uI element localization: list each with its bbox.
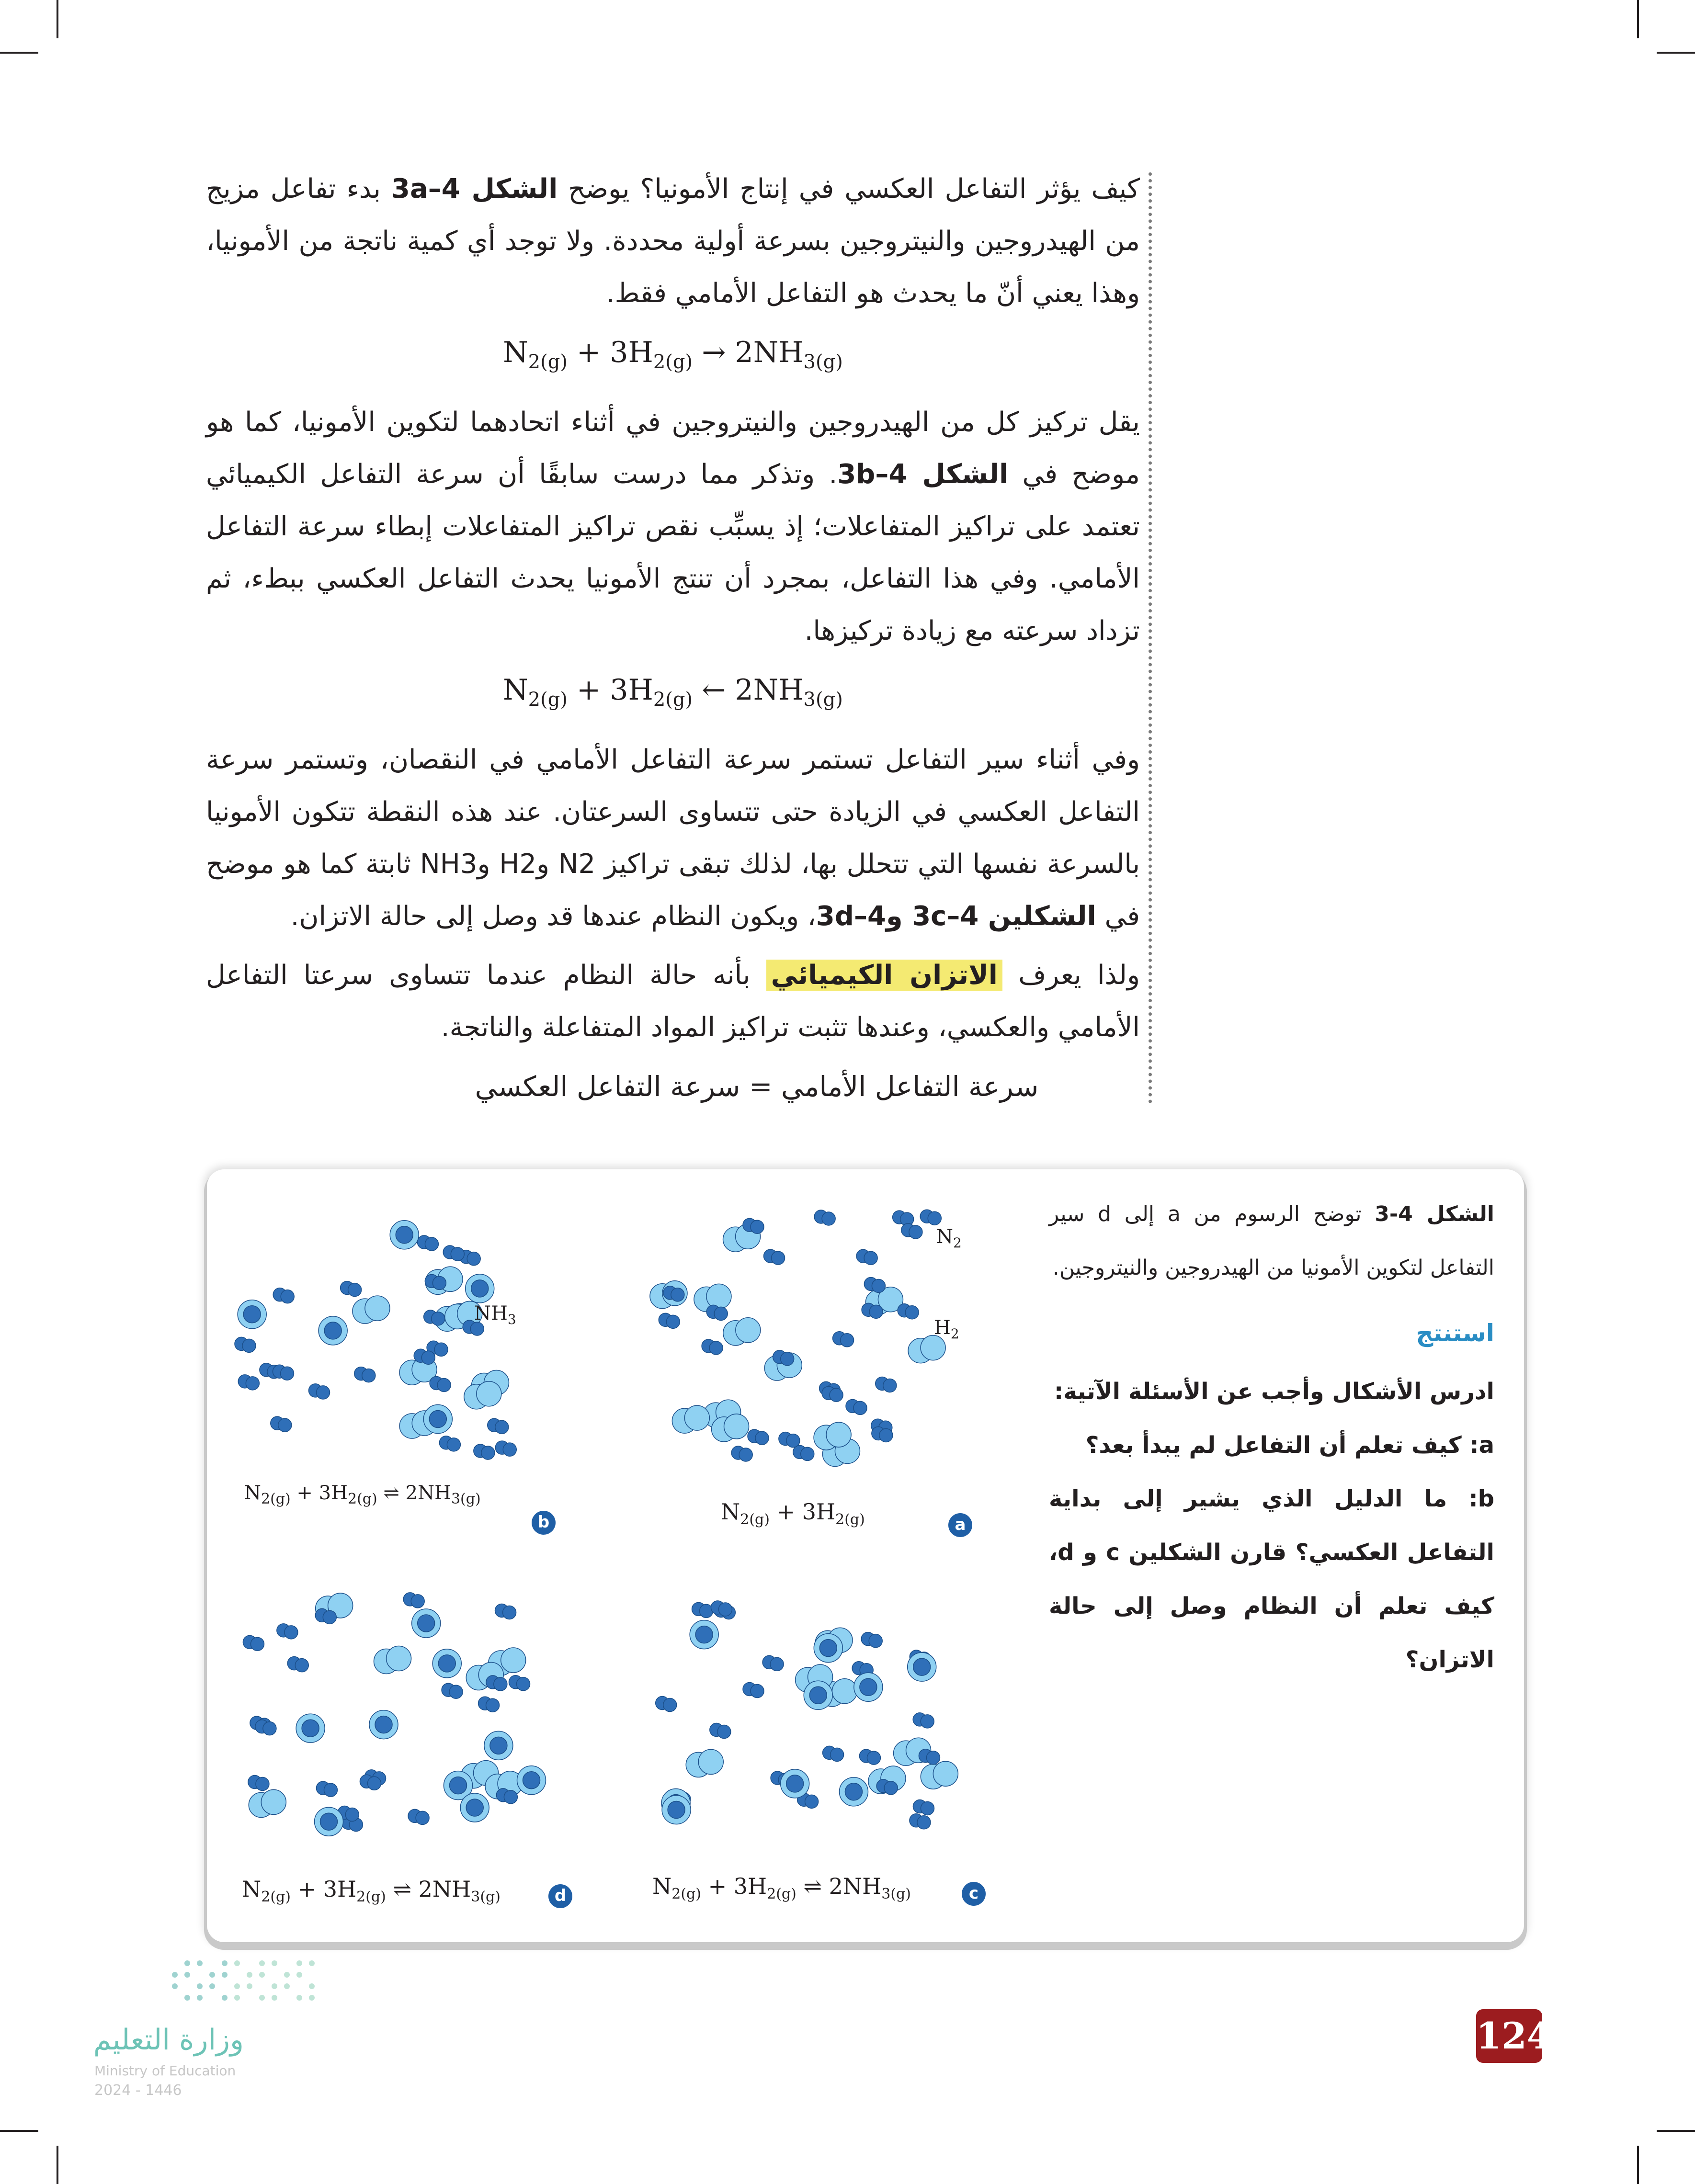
nitrogen-molecule <box>883 1379 897 1392</box>
nh3-label: $NH_3$ <box>474 1302 516 1327</box>
key-term-highlight: الاتزان الكيميائي <box>766 960 1002 991</box>
nitrogen-molecule <box>801 1447 814 1460</box>
nitrogen-molecule <box>830 1388 843 1402</box>
nitrogen-molecule <box>830 1748 844 1761</box>
paragraph-4: ولذا يعرف الاتزان الكيميائي بأنه حالة النظام عندما تتساوى سرعتا التفاعل الأمامي والعكسي، وعندها تثبت تراكيز المواد المتفاعلة والناتجة. <box>206 960 1140 1043</box>
panel-a-equation: $N_{2(g)} + 3H_{2(g)}$ <box>721 1499 865 1528</box>
crop-mark <box>0 52 38 54</box>
logo-dot <box>247 1972 252 1978</box>
logo-dot <box>234 1983 240 1989</box>
nitrogen-molecule <box>770 1657 784 1671</box>
question-a: a: كيف تعلم أن التفاعل لم يبدأ بعد؟ <box>1085 1432 1494 1459</box>
nitrogen-molecule <box>921 1801 934 1815</box>
nitrogen-molecule <box>280 1367 294 1380</box>
molecule-diagram-c <box>647 1571 967 1848</box>
nitrogen-molecule <box>718 1603 732 1616</box>
nitrogen-molecule <box>467 1252 480 1266</box>
nitrogen-molecule <box>853 1401 867 1415</box>
nitrogen-molecule <box>242 1339 256 1352</box>
logo-dot <box>197 1960 203 1966</box>
question-b: b: ما الدليل الذي يشير إلى بداية التفاعل العكسي؟ قارن الشكلين c و d، كيف تعلم أن النظام وصل إلى حالة الاتزان؟ <box>1049 1485 1494 1673</box>
nitrogen-molecule <box>432 1312 445 1325</box>
logo-dot <box>284 1983 290 1989</box>
instruction: ادرس الأشكال وأجب عن الأسئلة الآتية: <box>1054 1378 1494 1405</box>
nitrogen-molecule <box>709 1341 723 1355</box>
logo-dot <box>184 1995 190 2001</box>
panel-b <box>225 1207 522 1475</box>
logo-dot <box>296 1972 302 1978</box>
nitrogen-molecule <box>246 1377 259 1390</box>
nitrogen-molecule <box>751 1685 764 1698</box>
nitrogen-molecule <box>503 1606 516 1619</box>
body-text <box>206 163 1140 1113</box>
nitrogen-molecule <box>755 1431 769 1445</box>
logo-dot <box>222 1960 228 1966</box>
nitrogen-molecule <box>324 1783 337 1797</box>
ministry-name-en: Ministry of Education <box>94 2063 236 2079</box>
ammonia-molecule <box>845 1783 862 1800</box>
crop-mark <box>57 0 58 38</box>
panel-c <box>647 1571 967 1848</box>
nitrogen-molecule <box>822 1212 835 1225</box>
logo-dot <box>247 1983 252 1989</box>
nitrogen-molecule <box>367 1777 381 1790</box>
nitrogen-molecule <box>751 1220 764 1233</box>
nitrogen-molecule <box>317 1386 330 1399</box>
hydrogen-molecule <box>736 1318 761 1343</box>
equilibrium-rate-equation: سرعة التفاعل الأمامي = سرعة التفاعل العكسي <box>475 1070 1039 1103</box>
ammonia-molecule <box>471 1280 489 1297</box>
logo-dot <box>284 1972 290 1978</box>
nitrogen-molecule <box>486 1698 500 1712</box>
hydrogen-molecule <box>477 1381 501 1406</box>
logo-dot <box>309 1960 315 1966</box>
nitrogen-molecule <box>786 1434 800 1448</box>
panel-b-badge: b <box>532 1511 556 1535</box>
logo-dot <box>309 1983 315 1989</box>
ammonia-molecule <box>668 1801 685 1819</box>
logo-dot <box>296 1995 302 2001</box>
hydrogen-molecule <box>684 1405 709 1430</box>
ammonia-molecule <box>438 1655 455 1672</box>
molecule-diagram-d <box>225 1571 551 1848</box>
hydrogen-molecule <box>387 1646 411 1671</box>
nitrogen-molecule <box>503 1443 516 1456</box>
nitrogen-molecule <box>772 1251 785 1265</box>
nitrogen-molecule <box>917 1816 931 1829</box>
figure-ref: الشكل 4–3b <box>837 459 1009 490</box>
paragraph-3: وفي أثناء سير التفاعل تستمر سرعة التفاعل الأمامي في النقصان، وتستمر سرعة التفاعل العكسي في الزيادة حتى تتساوى السرعتان. عند هذه النقطة تتكون الأمونيا بالسرعة نفسها التي تتحلل بها، لذلك تبقى تراكيز N2 وH2 وNH3 ثابتة كما هو موضح في الشكلين 4–3c و4–3d، ويكون النظام عندها قد وصل إلى حالة الاتزان. <box>206 744 1140 932</box>
logo-dot <box>172 1972 178 1978</box>
molecule-diagram-b <box>225 1207 522 1475</box>
nitrogen-molecule <box>928 1211 941 1225</box>
nitrogen-molecule <box>717 1725 731 1739</box>
logo-dot <box>209 1983 215 1989</box>
logo-dot <box>234 1960 240 1966</box>
logo-dot <box>259 1960 265 1966</box>
nitrogen-molecule <box>739 1448 752 1461</box>
nitrogen-molecule <box>345 1808 359 1822</box>
logo-dot <box>272 1983 277 1989</box>
crop-mark <box>1637 0 1639 38</box>
nitrogen-molecule <box>281 1290 294 1303</box>
ammonia-molecule <box>418 1615 435 1632</box>
crop-mark <box>1657 52 1695 54</box>
ministry-dots-icon <box>93 1954 342 2021</box>
ammonia-molecule <box>396 1226 413 1244</box>
logo-dot <box>172 1983 178 1989</box>
logo-dot <box>222 1972 228 1978</box>
nitrogen-molecule <box>516 1677 530 1691</box>
equation-reverse: $N_{2(g)} + 3H_{2(g)}$ ← $2NH_{3(g)}$ <box>503 673 843 711</box>
nitrogen-molecule <box>421 1351 435 1364</box>
nitrogen-molecule <box>437 1378 451 1392</box>
crop-mark <box>0 2130 38 2132</box>
nitrogen-molecule <box>666 1315 680 1328</box>
logo-dot <box>272 1960 277 1966</box>
hydrogen-molecule <box>501 1648 526 1673</box>
nitrogen-molecule <box>451 1247 464 1261</box>
nitrogen-molecule <box>926 1751 940 1765</box>
nitrogen-molecule <box>323 1610 336 1624</box>
panel-d-equation: $N_{2(g)} + 3H_{2(g)}$ ⇌ $2NH_{3(g)}$ <box>242 1876 501 1906</box>
nitrogen-molecule <box>909 1225 922 1239</box>
nitrogen-molecule <box>869 1634 882 1648</box>
logo-dot <box>259 1995 265 2001</box>
ammonia-molecule <box>809 1686 827 1704</box>
hydrogen-molecule <box>365 1296 390 1321</box>
nitrogen-molecule <box>905 1306 919 1319</box>
nitrogen-molecule <box>504 1790 517 1804</box>
logo-dot <box>197 1995 203 2001</box>
nitrogen-molecule <box>671 1288 684 1301</box>
nitrogen-molecule <box>416 1811 429 1824</box>
crop-mark <box>57 2146 58 2184</box>
nitrogen-molecule <box>494 1677 507 1691</box>
ministry-name-ar: وزارة التعليم <box>93 2023 244 2057</box>
panel-d-badge: d <box>548 1884 572 1908</box>
hydrogen-molecule <box>724 1414 749 1439</box>
molecule-diagram-a <box>632 1192 967 1499</box>
crop-mark <box>1657 2130 1695 2132</box>
n2-label: $N_2$ <box>936 1226 962 1251</box>
nitrogen-molecule <box>348 1283 362 1297</box>
nitrogen-molecule <box>872 1279 885 1292</box>
ammonia-molecule <box>302 1720 319 1737</box>
nitrogen-molecule <box>805 1795 819 1808</box>
panel-c-badge: c <box>962 1882 986 1906</box>
nitrogen-molecule <box>263 1722 276 1735</box>
paragraph-1: كيف يؤثر التفاعل العكسي في إنتاج الأمونيا؟ يوضح الشكل 4–3a بدء تفاعل مزيج من الهيدروجين والنيتروجين بسرعة أولية محددة. ولا توجد أي كمية ناتجة من الأمونيا، وهذا يعني أنّ ما يحدث هو التفاعل الأمامي فقط. <box>206 173 1140 309</box>
logo-dot <box>197 1983 203 1989</box>
ammonia-molecule <box>523 1772 540 1789</box>
ammonia-molecule <box>490 1737 507 1754</box>
crop-mark <box>1637 2146 1639 2184</box>
caption-text: توضح الرسوم من a إلى d سير التفاعل لتكوين الأمونيا من الهيدروجين والنيتروجين. <box>1049 1202 1494 1280</box>
nitrogen-molecule <box>714 1307 728 1320</box>
ammonia-molecule <box>819 1640 837 1657</box>
figure-caption <box>1049 1188 1494 1686</box>
nitrogen-molecule <box>256 1777 269 1791</box>
hydrogen-molecule <box>933 1761 958 1786</box>
nitrogen-molecule <box>663 1698 677 1712</box>
ammonia-molecule <box>320 1813 337 1830</box>
hydrogen-molecule <box>698 1749 723 1774</box>
ammonia-molecule <box>466 1799 483 1816</box>
logo-dot <box>222 1995 228 2001</box>
nitrogen-molecule <box>495 1420 509 1434</box>
nitrogen-molecule <box>884 1781 898 1795</box>
nitrogen-molecule <box>447 1438 460 1451</box>
panel-b-equation: $N_{2(g)} + 3H_{2(g)}$ ⇌ $2NH_{3(g)}$ <box>244 1482 481 1507</box>
ministry-logo <box>93 1954 342 2107</box>
ammonia-molecule <box>860 1678 877 1696</box>
logo-dot <box>296 1960 302 1966</box>
ammonia-molecule <box>450 1777 467 1794</box>
nitrogen-molecule <box>278 1418 292 1432</box>
equation-forward: $N_{2(g)} + 3H_{2(g)} \to 2NH_{3(g)}$ <box>503 336 843 373</box>
hydrogen-molecule <box>832 1679 857 1704</box>
nitrogen-molecule <box>481 1446 495 1460</box>
logo-dot <box>272 1995 277 2001</box>
figure-ref: الشكل 4–3a <box>391 173 558 204</box>
figure-label: الشكل 4-3 <box>1375 1202 1494 1226</box>
column-divider <box>1149 172 1152 1104</box>
nitrogen-molecule <box>781 1352 794 1366</box>
nitrogen-molecule <box>879 1428 893 1442</box>
infer-heading: استنتج <box>1416 1319 1494 1347</box>
ammonia-molecule <box>913 1658 931 1675</box>
ammonia-molecule <box>375 1716 392 1733</box>
hydrogen-molecule <box>826 1422 851 1447</box>
paragraph-2: يقل تركيز كل من الهيدروجين والنيتروجين في أثناء اتحادهما لتكوين الأمونيا، كما هو موضح في الشكل 4–3b. وتذكر مما درست سابقًا أن سرعة التفاعل الكيميائي تعتمد على تراكيز المتفاعلات؛ إذ يسبِّب نقص تراكيز المتفاعلات إبطاء سرعة التفاعل الأمامي. وفي هذا التفاعل، بمجرد أن تنتج الأمونيا يحدث التفاعل العكسي ببطء، ثم تزداد سرعته مع زيادة تركيزها. <box>206 407 1140 646</box>
nitrogen-molecule <box>841 1334 854 1347</box>
figure-ref: الشكلين 4–3c و4–3d <box>816 901 1096 932</box>
logo-dot <box>184 1972 190 1978</box>
logo-dot <box>184 1960 190 1966</box>
nitrogen-molecule <box>284 1626 298 1639</box>
hydrogen-molecule <box>261 1789 286 1814</box>
ammonia-molecule <box>243 1306 261 1323</box>
nitrogen-molecule <box>250 1637 264 1651</box>
nitrogen-molecule <box>362 1369 375 1382</box>
nitrogen-molecule <box>434 1343 448 1356</box>
nitrogen-molecule <box>295 1659 308 1672</box>
logo-dot <box>209 1972 215 1978</box>
panel-a <box>632 1192 967 1499</box>
nitrogen-molecule <box>864 1251 877 1265</box>
hydrogen-molecule <box>706 1284 731 1309</box>
ammonia-molecule <box>429 1411 446 1428</box>
nitrogen-molecule <box>869 1305 883 1318</box>
logo-dot <box>234 1995 240 2001</box>
nitrogen-molecule <box>411 1595 424 1608</box>
logo-dot <box>259 1972 265 1978</box>
nitrogen-molecule <box>432 1276 446 1290</box>
panel-c-equation: $N_{2(g)} + 3H_{2(g)}$ ⇌ $2NH_{3(g)}$ <box>652 1873 911 1903</box>
ammonia-molecule <box>695 1626 713 1643</box>
ammonia-molecule <box>324 1322 341 1339</box>
nitrogen-molecule <box>921 1715 934 1728</box>
panel-d <box>225 1571 551 1848</box>
logo-dot <box>309 1995 315 2001</box>
nitrogen-molecule <box>867 1751 880 1765</box>
panel-a-badge: a <box>948 1513 972 1537</box>
ammonia-molecule <box>786 1775 804 1792</box>
nitrogen-molecule <box>425 1237 438 1251</box>
edition-year: 2024 - 1446 <box>94 2082 182 2099</box>
h2-label: $H_2$ <box>934 1317 959 1342</box>
page-number: 124 <box>1476 2009 1542 2063</box>
nitrogen-molecule <box>449 1685 463 1698</box>
